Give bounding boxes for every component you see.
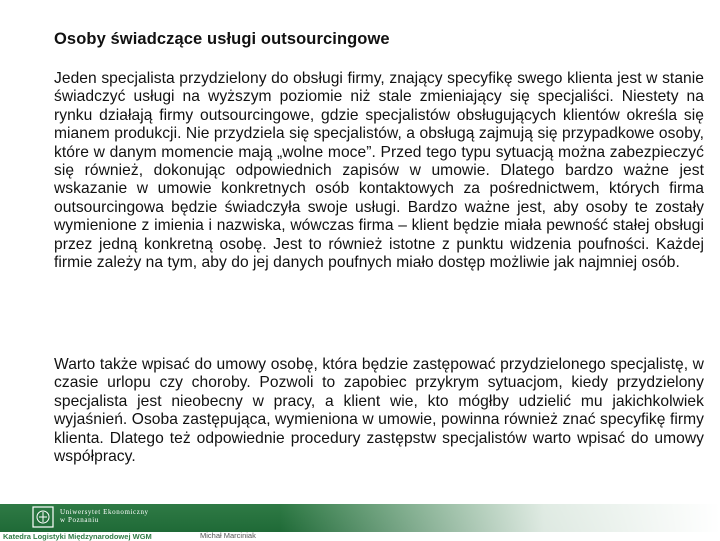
department-name: Katedra Logistyki Międzynarodowej WGM <box>3 532 152 541</box>
university-name-line2: w Poznaniu <box>60 516 99 524</box>
author-name: Michał Marciniak <box>200 531 256 540</box>
footer <box>0 498 720 540</box>
university-name-line1: Uniwersytet Ekonomiczny <box>60 508 149 516</box>
paragraph-1: Jeden specjalista przydzielony do obsługi firmy, znający specyfikę swego klienta jest w stanie świadczyć usługi na wyższym poziomie niż stale zmieniający się specjaliści. Niestety na rynku działają firmy outsourcingowe, gdzie specjalistów obsługujących klientów określa się mianem produkcji. Nie przydziela się specjalistów, a obsługą zajmują się przypadkowe osoby, które w danym momencie mają „wolne moce”. Przed tego typu sytuacją można zabezpieczyć się również, dokonując odpowiednich zapisów w umowie. Dlatego bardzo ważne jest wskazanie w umowie konkretnych osób kontaktowych za pośrednictwem, których firma outsourcingowa będzie świadczyła swoje usługi. Bardzo ważne jest, aby osoby te zostały wymienione z imienia i nazwiska, wówczas firma – klient będzie miała pewność stałej obsługi przez jedną konkretną osobę. Jest to również istotne z punktu widzenia poufności. Każdej firmie zależy na tym, aby do jej danych poufnych miało dostęp możliwie jak najmniej osób. <box>54 70 704 272</box>
paragraph-2: Warto także wpisać do umowy osobę, która będzie zastępować przydzielonego specjalistę, w czasie urlopu czy choroby. Pozwoli to zapobiec przykrym sytuacjom, kiedy przydzielony specjalista jest nieobecny w pracy, a klient wie, kto mógłby udzielić mu jakichkolwiek wyjaśnień. Osoba zastępująca, wymieniona w umowie, powinna również znać specyfikę firmy klienta. Dlatego też odpowiednie procedury zastępstw specjalistów warto wpisać do umowy współpracy. <box>54 356 704 466</box>
footer-fade <box>280 504 720 532</box>
university-logo-icon <box>32 506 54 528</box>
slide-title: Osoby świadczące usługi outsourcingowe <box>54 30 390 48</box>
university-name <box>60 508 149 524</box>
